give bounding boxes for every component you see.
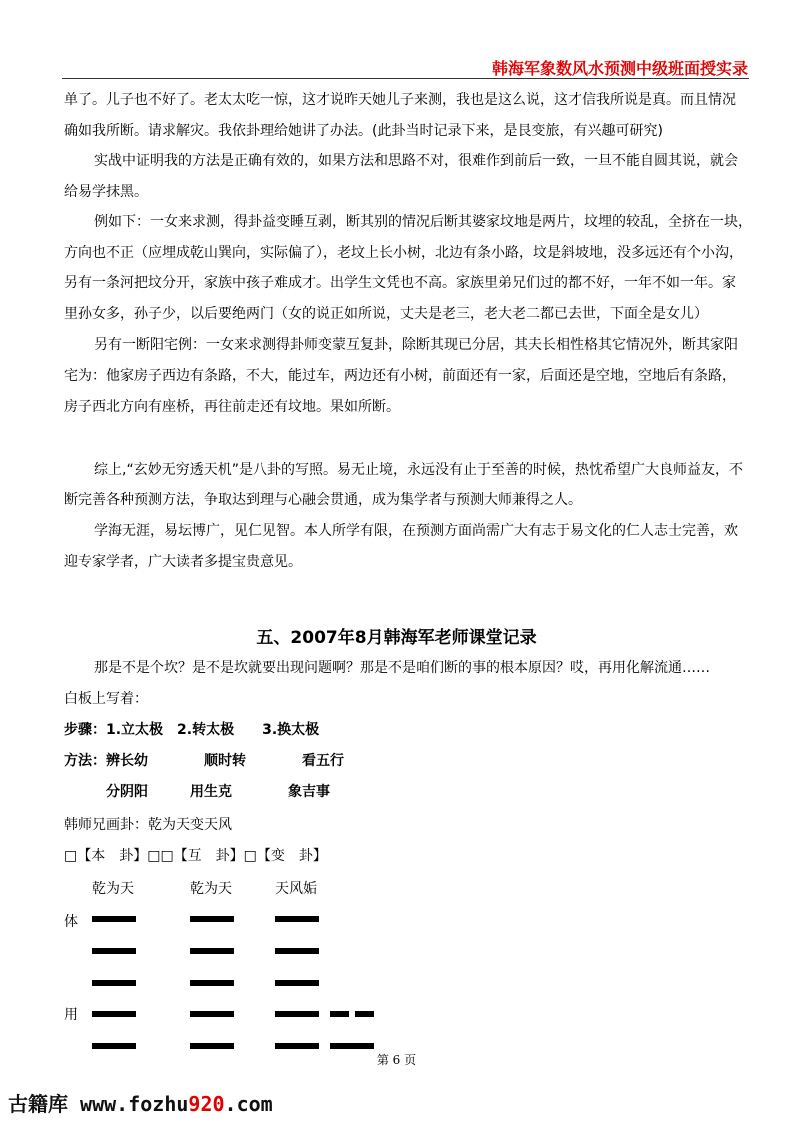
yao-line (92, 1011, 136, 1017)
paragraph-line: 迎专家学者，广大读者多提宝贵意见。 (64, 554, 302, 570)
yao-line (190, 980, 234, 986)
section-intro: 那是不是个坎？是不是坎就要出现问题啊？那是不是咱们断的事的根本原因？哎，再用化解流通…… (94, 660, 710, 676)
yao-line (190, 1043, 234, 1049)
paragraph-line: 单了。儿子也不好了。老太太吃一惊，这才说昨天她儿子来测，我也是这么说，这才信我所说是真。而且情况 (64, 92, 736, 108)
section-title: 五、2007年8月韩海军老师课堂记录 (256, 628, 537, 648)
paragraph-line: 方向也不正（应埋成乾山巽向，实际偏了），老坟上长小树，北边有条小路，坟是斜坡地，没多远还有个小沟， (64, 245, 743, 261)
yong-label: 用 (64, 1007, 78, 1023)
paragraph-line: 确如我所断。请求解灾。我依卦理给她讲了办法。(此卦当时记录下来，是艮变旅，有兴趣可研究) (64, 123, 663, 139)
paragraph-line: 例如下：一女来求测，得卦益变睡互剥，断其别的情况后断其婆家坟地是两片，坟埋的较乱，全挤在一块， (94, 214, 752, 230)
yao-line (275, 916, 319, 922)
yao-line (190, 916, 234, 922)
hexagram-line: 韩师兄画卦：乾为天变天风 (64, 817, 232, 833)
paragraph-line: 学海无涯，易坛博广，见仁见智。本人所学有限，在预测方面尚需广大有志于易文化的仁人志士完善，欢 (94, 523, 738, 539)
header-title: 韩海军象数风水预测中级班面授实录 (491, 59, 748, 78)
methods-line: 方法：辨长幼 顺时转 看五行 (64, 753, 344, 769)
whiteboard-label: 白板上写着： (64, 691, 148, 707)
watermark-suffix: .com (224, 1092, 273, 1116)
paragraph-line: 另有一条河把坟分开，家族中孩子难成才。出学生文凭也不高。家族里弟兄们过的都不好，一年不如一年。家 (64, 275, 736, 291)
watermark-prefix: 古籍库 www.fozhu (8, 1092, 189, 1116)
paragraph-line: 另有一断阳宅例：一女来求测得卦师变蒙互复卦，除断其现已分居，其夫长相性格其它情况外，断其家阳 (94, 337, 738, 353)
paragraph-line: 里孙女多，孙子少，以后要绝两门（女的说正如所说，丈夫是老三，老大老二都已去世，下面全是女儿） (64, 306, 708, 322)
yao-line (190, 1011, 234, 1017)
yao-line (92, 948, 136, 954)
paragraph-line: 断完善各种预测方法，争取达到理与心融会贯通，成为集学者与预测大师兼得之人。 (64, 492, 582, 508)
methods-line-2: 分阴阳 用生克 象吉事 (106, 784, 330, 800)
yao-line (275, 1011, 319, 1017)
watermark (8, 1088, 273, 1117)
hexagram-name-ben: 乾为天 (92, 881, 134, 897)
paragraph-line: 实战中证明我的方法是正确有效的，如果方法和思路不对，很难作到前后一致，一旦不能自圆其说，就会 (94, 153, 738, 169)
yao-line (190, 948, 234, 954)
header-rule (62, 78, 749, 79)
paragraph-line: 综上,“玄妙无穷透天机”是八卦的写照。易无止境，永远没有止于至善的时候，热忱希望广大良师益友，不 (94, 462, 743, 478)
watermark-number: 920 (188, 1092, 225, 1116)
yao-line (330, 1011, 374, 1017)
hexagram-brackets: □【本 卦】□□【互 卦】□【变 卦】 (64, 848, 327, 864)
paragraph-line: 宅为：他家房子西边有条路，不大，能过车，两边还有小树，前面还有一家，后面还是空地，空地后有条路， (64, 368, 736, 384)
yao-line (92, 916, 136, 922)
yao-line (275, 1043, 319, 1049)
yao-line (275, 980, 319, 986)
steps-line: 步骤：1.立太极 2.转太极 3.换太极 (64, 722, 320, 738)
hexagram-name-hu: 乾为天 (190, 881, 232, 897)
hexagram-name-bian: 天风姤 (275, 881, 317, 897)
yao-line (275, 948, 319, 954)
yao-line (92, 980, 136, 986)
paragraph-line: 房子西北方向有座桥，再往前走还有坟地。果如所断。 (64, 399, 400, 415)
yao-line (92, 1043, 136, 1049)
ti-label: 体 (64, 914, 78, 930)
paragraph-line: 给易学抹黑。 (64, 184, 148, 200)
yao-line (330, 1043, 374, 1049)
page-number: 第 6 页 (376, 1053, 417, 1067)
